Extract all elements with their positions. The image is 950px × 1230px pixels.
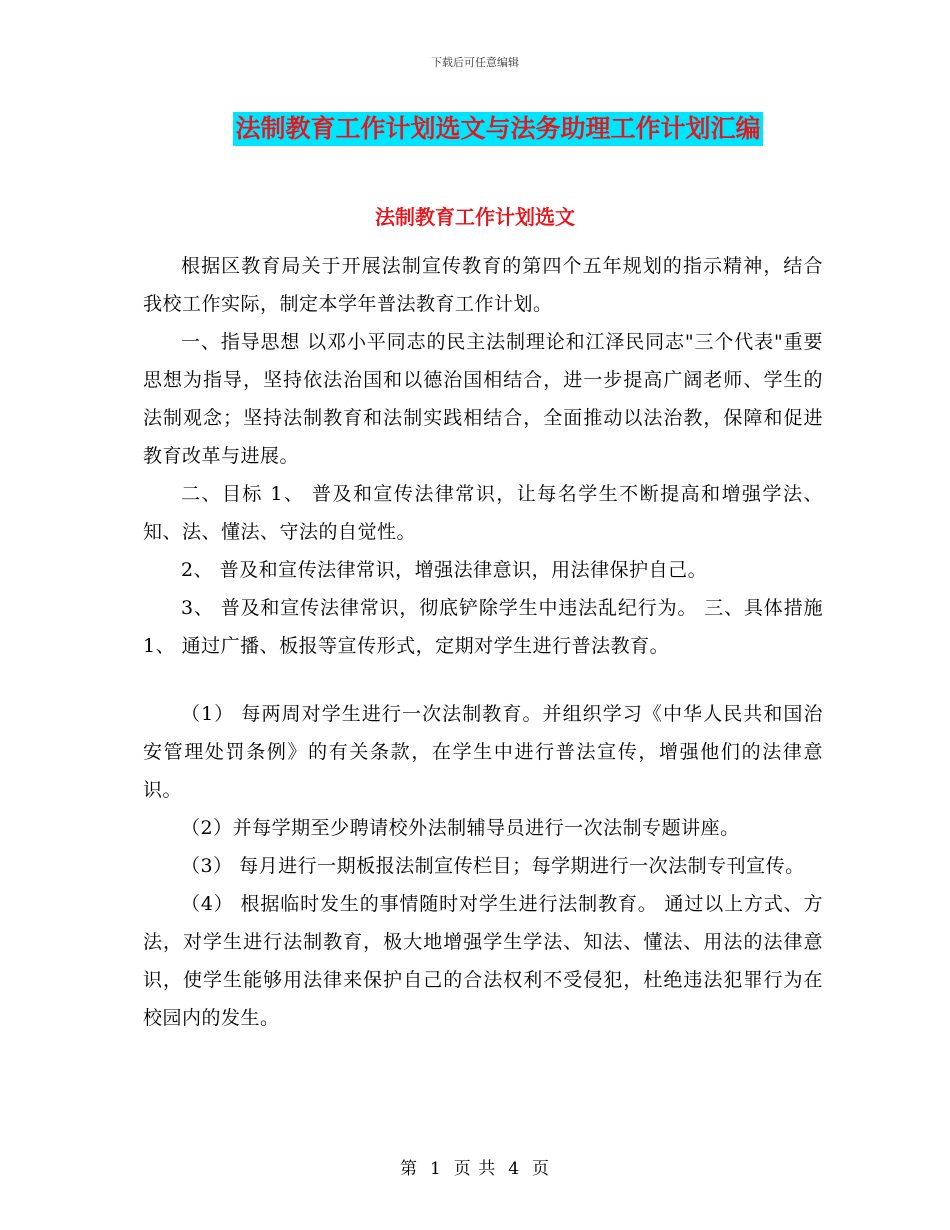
document-body xyxy=(143,247,823,1037)
page-total: 4 xyxy=(508,1159,521,1179)
paragraph-measure-4: （4） 根据临时发生的事情随时对学生进行法制教育。 通过以上方式、方法，对学生进行法制教育，极大地增强学生学法、知法、懂法、用法的法律意识，使学生能够用法律来保护自己的合法权利不受侵犯，杜绝违法犯罪行为在校园内的发生。 xyxy=(143,893,823,1029)
page-footer xyxy=(0,1154,950,1179)
paragraph-guiding-ideology: 一、指导思想 以邓小平同志的民主法制理论和江泽民同志"三个代表"重要思想为指导，坚持依法治国和以德治国相结合，进一步提高广阔老师、学生的法制观念；坚持法制教育和法制实践相结合，全面推动以法治教，保障和促进教育改革与进展。 xyxy=(143,331,823,467)
section-title: 法制教育工作计划选文 xyxy=(375,205,575,229)
page-number: 1 xyxy=(429,1159,442,1179)
paragraph-goal-2: 2、 普及和宣传法律常识，增强法律意识，用法律保护自己。 xyxy=(181,559,708,581)
paragraph-measure-2: （2）并每学期至少聘请校外法制辅导员进行一次法制专题讲座。 xyxy=(181,817,740,839)
paragraph-intro: 根据区教育局关于开展法制宣传教育的第四个五年规划的指示精神，结合我校工作实际，制定本学年普法教育工作计划。 xyxy=(143,255,823,315)
document-title: 法制教育工作计划选文与法务助理工作计划汇编 xyxy=(233,112,762,146)
document-title-container xyxy=(0,112,950,146)
paragraph-goal-1: 二、目标 1、 普及和宣传法律常识，让每名学生不断提高和增强学法、知、法、懂法、守法的自觉性。 xyxy=(143,483,823,543)
page-label-middle: 页 共 xyxy=(453,1159,497,1179)
paragraph-goal-3-measures: 3、 普及和宣传法律常识，彻底铲除学生中违法乱纪行为。 三、具体措施 1、 通过广播、板报等宣传形式，定期对学生进行普法教育。 xyxy=(143,597,823,657)
page-label-prefix: 第 xyxy=(399,1159,418,1179)
page-label-suffix: 页 xyxy=(532,1159,551,1179)
header-note: 下载后可任意编辑 xyxy=(431,56,519,69)
paragraph-measure-1: （1） 每两周对学生进行一次法制教育。并组织学习《中华人民共和国治安管理处罚条例》的有关条款，在学生中进行普法宣传，增强他们的法律意识。 xyxy=(143,703,823,801)
paragraph-measure-3: （3） 每月进行一期板报法制宣传栏目；每学期进行一次法制专刊宣传。 xyxy=(181,855,805,877)
